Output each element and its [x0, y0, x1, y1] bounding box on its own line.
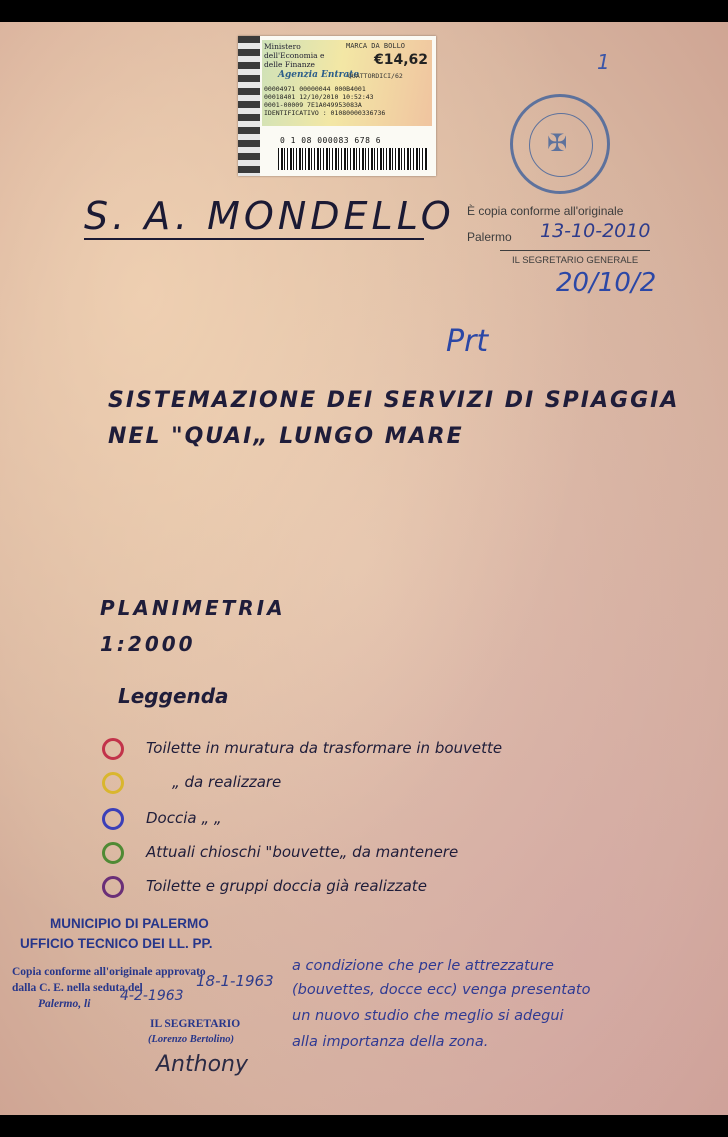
legend-item — [102, 874, 582, 902]
legend-item-text: „ da realizzare — [172, 773, 282, 791]
document-title: S. A. MONDELLO — [84, 194, 455, 238]
document-page — [0, 22, 728, 1115]
page-number: 1 — [597, 50, 610, 74]
stamp-agency-logo: Agenzia Entrate — [278, 70, 360, 80]
handwritten-note-line: alla importanza della zona. — [292, 1034, 489, 1050]
stamp-marca-label: MARCA DA BOLLO — [346, 42, 406, 50]
fiscal-stamp — [238, 36, 436, 176]
stamp-barcode-number: 0 1 08 000083 678 6 — [280, 136, 382, 145]
municipal-stamp-line1: MUNICIPIO DI PALERMO — [50, 916, 209, 931]
legend-title: Leggenda — [118, 684, 229, 708]
center-signature: Prt — [446, 324, 489, 359]
subject-line-2: NEL "QUAI„ LUNGO MARE — [108, 424, 464, 449]
legend-item-text: Attuali chioschi "bouvette„ da mantenere — [146, 843, 459, 861]
subject-line-1: SISTEMAZIONE DEI SERVIZI DI SPIAGGIA — [108, 388, 680, 413]
certification-signatory: IL SEGRETARIO GENERALE — [512, 255, 639, 266]
legend-item-text: Doccia „ „ — [146, 809, 222, 827]
handwritten-note-line: (bouvettes, docce ecc) venga presentato — [292, 982, 591, 998]
handwritten-note-line: a condizione che per le attrezzature — [292, 958, 554, 974]
legend-item-text: Toilette e gruppi doccia già realizzate — [146, 877, 427, 895]
municipal-copy-line1: Copia conforme all'originale approvato — [12, 966, 206, 978]
municipal-secretary: IL SEGRETARIO — [150, 1018, 241, 1030]
certification-copy: È copia conforme all'originale — [467, 204, 624, 218]
municipal-copy-line3: Palermo, li — [38, 998, 91, 1010]
legend-item — [102, 840, 582, 868]
green-circle-icon — [102, 842, 124, 864]
title-underline — [84, 238, 424, 240]
legend-item — [102, 770, 582, 798]
legend-item — [102, 806, 582, 834]
plan-scale: 1:2000 — [100, 632, 196, 656]
municipal-stamp-line2: UFFICIO TECNICO DEI LL. PP. — [20, 936, 213, 951]
stamp-amount: €14,62 — [374, 52, 429, 68]
legend-item — [102, 736, 582, 764]
purple-circle-icon — [102, 876, 124, 898]
municipal-copy-line2: dalla C. E. nella seduta del — [12, 982, 143, 994]
certification-place: Palermo — [467, 230, 512, 244]
municipal-copy-date1: 18-1-1963 — [196, 972, 274, 990]
legend-item-text: Toilette in muratura da trasformare in bouvette — [146, 739, 503, 757]
stamp-code-line: 00004971 00000044 000B4001 — [264, 85, 366, 93]
municipal-copy-date2: 4-2-1963 — [120, 988, 184, 1004]
stamp-code-line: 00018401 12/10/2010 10:52:43 — [264, 93, 374, 101]
blue-signature: 20/10/2 — [556, 268, 657, 298]
municipal-secretary-name: (Lorenzo Bertolino) — [148, 1034, 235, 1045]
blue-circle-icon — [102, 808, 124, 830]
certification-rule — [500, 250, 650, 251]
stamp-ministry: Ministero dell'Economia e delle Finanze — [264, 42, 325, 69]
red-circle-icon — [102, 738, 124, 760]
round-seal-icon — [510, 94, 610, 194]
handwritten-note-line: un nuovo studio che meglio si adegui — [292, 1008, 564, 1024]
barcode-icon — [278, 148, 428, 170]
stamp-code-line: 0001-00009 7E1A049953083A — [264, 101, 362, 109]
bottom-signature: Anthony — [156, 1052, 248, 1077]
stamp-qty: QUATTORDICI/62 — [348, 72, 403, 80]
plan-label: PLANIMETRIA — [100, 596, 286, 620]
stamp-perforation — [238, 36, 260, 176]
stamp-code-line: IDENTIFICATIVO : 01080000336736 — [264, 109, 386, 117]
certification-date: 13-10-2010 — [540, 220, 651, 242]
yellow-circle-icon — [102, 772, 124, 794]
eagle-emblem-icon: ✠ — [547, 129, 568, 157]
